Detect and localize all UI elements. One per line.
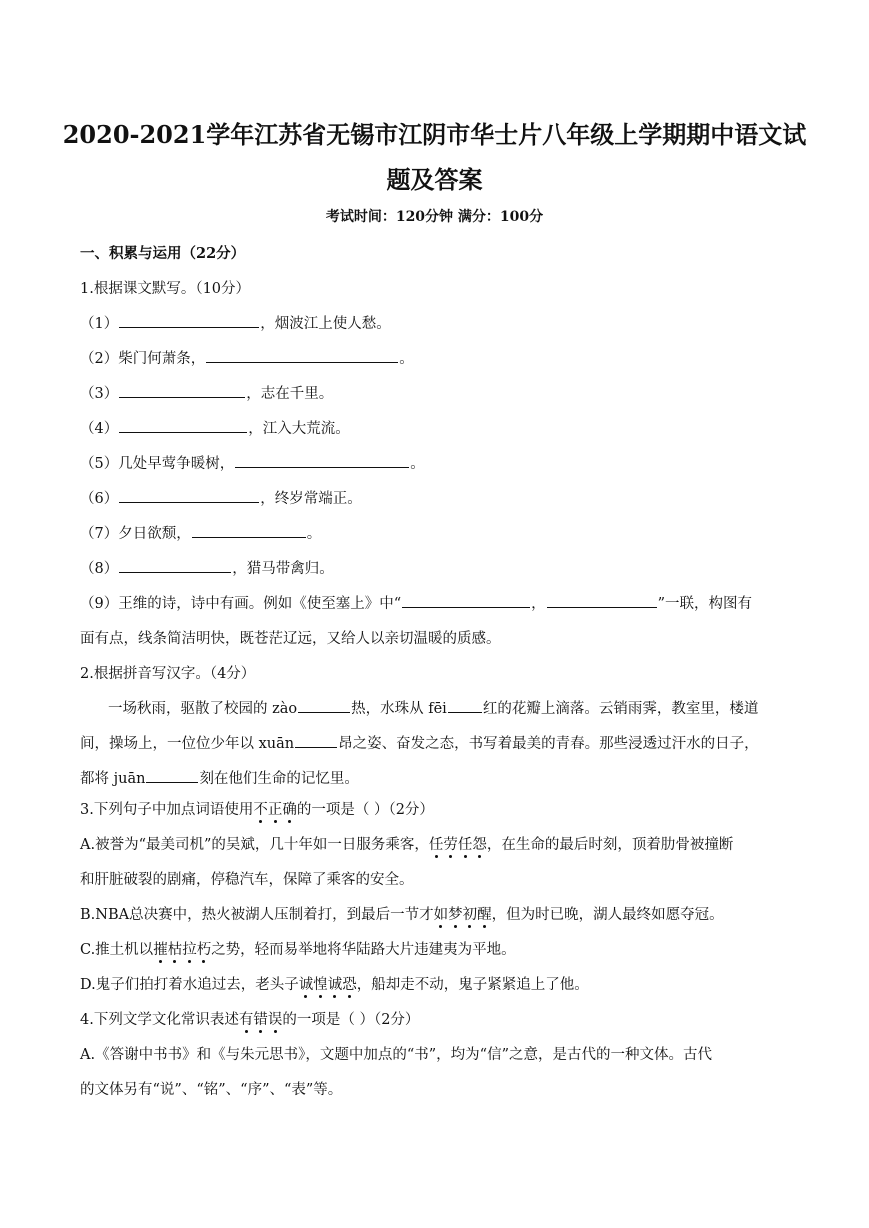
q1-item-6-post: ，终岁常端正。 (260, 491, 362, 507)
q1-item-2 (80, 347, 414, 368)
question-1-stem: 1.根据课文默写。（10分） (80, 281, 251, 297)
section-heading: 一、积累与运用（22分） (80, 245, 246, 262)
q1-item-9-a: （9）王维的诗，诗中有画。例如《使至塞上》中“ (80, 596, 402, 612)
q2-para-line1 (108, 697, 758, 718)
q2-para-line2 (80, 732, 759, 753)
emphasis-char: 惶 (313, 977, 328, 993)
q1-item-3-post: ，志在千里。 (246, 386, 334, 402)
emphasis-char: 摧 (153, 942, 168, 958)
pinyin-blank[interactable] (295, 733, 337, 748)
q2-text-b: 热，水珠从 fēi (351, 701, 447, 717)
answer-blank[interactable] (192, 523, 306, 538)
q1-item-3 (80, 382, 333, 403)
emphasis-char: 朽 (196, 942, 212, 958)
emphasis-char: 枯 (167, 942, 183, 958)
q1-item-6-pre: （6） (80, 491, 119, 507)
document-title-line1: 2020-2021学年江苏省无锡市江阴市华士片八年级上学期期中语文试 (62, 120, 807, 149)
q3-b-text: B.NBA总决赛中，热火被湖人压制着打，到最后一节才 (80, 907, 434, 923)
emphasis-char: 任 (428, 837, 444, 853)
q2-para-line3 (80, 767, 359, 788)
emphasis-text (434, 907, 492, 923)
emphasis-char: 诚 (298, 977, 314, 993)
q1-item-4 (80, 417, 350, 438)
answer-blank[interactable] (119, 418, 247, 433)
q3-d-text: D.鬼子们拍打着水追过去，老头子 (80, 977, 299, 993)
q1-item-4-pre: （4） (80, 421, 119, 437)
q3-stem-b: 的一项是（ ）（2分） (296, 802, 434, 818)
q1-item-4-post: ，江入大荒流。 (248, 421, 350, 437)
emphasis-char: 恐 (342, 977, 357, 993)
emphasis-char: 初 (462, 907, 478, 923)
q3-a-text-2: ，在生命的最后时刻，顶着肋骨被撞断 (486, 837, 734, 853)
emphasis-char: 如 (433, 907, 449, 923)
q1-item-7 (80, 522, 321, 543)
emphasis-char: 误 (267, 1012, 283, 1028)
emphasis-char: 梦 (448, 907, 463, 923)
answer-blank[interactable] (119, 558, 231, 573)
answer-blank[interactable] (235, 453, 409, 468)
emphasis-char: 拉 (182, 942, 197, 958)
q2-text-a: 一场秋雨，驱散了校园的 zào (108, 701, 298, 717)
q1-item-1-post: ，烟波江上使人愁。 (260, 316, 391, 332)
emphasis-char: 有 (238, 1012, 254, 1028)
emphasis-text (253, 802, 297, 818)
q4-option-a: A.《答谢中书书》和《与朱元思书》，文题中加点的“书”，均为“信”之意，是古代的一种文体。古代 (80, 1047, 712, 1063)
q3-option-a (80, 833, 733, 854)
emphasis-text (299, 977, 357, 993)
q1-item-3-pre: （3） (80, 386, 119, 402)
q1-item-2-post: 。 (399, 351, 414, 367)
q2-text-f: 都将 juān (80, 771, 146, 787)
emphasis-char: 任 (457, 837, 473, 853)
pinyin-blank[interactable] (448, 698, 482, 713)
emphasis-text (153, 942, 211, 958)
emphasis-char: 错 (253, 1012, 268, 1028)
q1-item-5-post: 。 (410, 456, 425, 472)
q3-d-text-2: ，船却走不动，鬼子紧紧追上了他。 (356, 977, 589, 993)
emphasis-char: 怨 (472, 837, 487, 853)
q1-item-7-pre: （7）夕日欲颓， (80, 526, 191, 542)
pinyin-blank[interactable] (298, 698, 350, 713)
q1-item-1 (80, 312, 391, 333)
q2-text-c: 红的花瓣上滴落。云销雨霁，教室里，楼道 (482, 701, 759, 717)
answer-blank[interactable] (119, 313, 259, 328)
q2-text-g: 刻在他们生命的记忆里。 (199, 771, 359, 787)
q1-item-9-cont: 面有点，线条简洁明快，既苍茫辽远，又给人以亲切温暖的质感。 (80, 631, 501, 647)
q1-item-5 (80, 452, 425, 473)
answer-blank[interactable] (206, 348, 398, 363)
answer-blank[interactable] (119, 383, 245, 398)
question-2-stem: 2.根据拼音写汉字。（4分） (80, 666, 256, 682)
emphasis-char: 不 (253, 802, 268, 818)
emphasis-char: 诚 (327, 977, 343, 993)
q3-stem-a: 3.下列句子中加点词语使用 (80, 802, 254, 818)
q2-text-d: 间，操场上，一位位少年以 xuān (80, 736, 295, 752)
q1-item-9-b: ， (531, 596, 546, 612)
q3-option-b (80, 903, 724, 924)
document-title-line2: 题及答案 (386, 165, 483, 194)
q3-c-text: C.推土机以 (80, 942, 154, 958)
q3-b-text-2: ，但为时已晚，湖人最终如愿夺冠。 (491, 907, 724, 923)
q1-item-7-post: 。 (306, 526, 322, 542)
emphasis-text (429, 837, 487, 853)
emphasis-char: 确 (282, 802, 297, 818)
q1-item-8 (80, 557, 334, 578)
q1-item-9-c: ”一联，构图有 (657, 596, 753, 612)
q1-item-2-pre: （2）柴门何萧条， (80, 351, 206, 367)
q2-text-e: 昂之姿、奋发之态，书写着最美的青春。那些浸透过汗水的日子， (338, 736, 759, 752)
q3-a-text: A.被誉为“最美司机”的吴斌，几十年如一日服务乘客， (80, 837, 429, 853)
question-4-stem (80, 1008, 419, 1029)
question-3-stem (80, 798, 434, 819)
q1-item-8-pre: （8） (80, 561, 119, 577)
emphasis-char: 正 (267, 802, 283, 818)
q3-stem-dotted (253, 802, 297, 818)
emphasis-char: 醒 (477, 907, 492, 923)
q3-option-c (80, 938, 516, 959)
exam-meta: 考试时间：120分钟 满分：100分 (325, 209, 544, 225)
emphasis-text (239, 1012, 283, 1028)
answer-blank[interactable] (119, 488, 259, 503)
q1-item-1-pre: （1） (80, 316, 119, 332)
q3-option-d (80, 973, 589, 994)
q4-option-a-cont: 的文体另有“说”、“铭”、“序”、“表”等。 (80, 1082, 343, 1098)
q1-item-9 (80, 592, 752, 613)
q1-item-6 (80, 487, 362, 508)
answer-blank[interactable] (402, 593, 530, 608)
q4-stem-b: 的一项是（ ）（2分） (282, 1012, 420, 1028)
q3-c-text-2: 之势，轻而易举地将华陆路大片违建夷为平地。 (211, 942, 516, 958)
q3-option-a-cont: 和肝脏破裂的剧痛，停稳汽车，保障了乘客的安全。 (80, 872, 414, 888)
answer-blank[interactable] (547, 593, 657, 608)
q1-item-5-pre: （5）几处早莺争暖树， (80, 456, 235, 472)
q4-stem-a: 4.下列文学文化常识表述 (80, 1012, 239, 1028)
q1-item-8-post: ，猎马带禽归。 (232, 561, 334, 577)
emphasis-char: 劳 (443, 837, 458, 853)
pinyin-blank[interactable] (146, 768, 198, 783)
